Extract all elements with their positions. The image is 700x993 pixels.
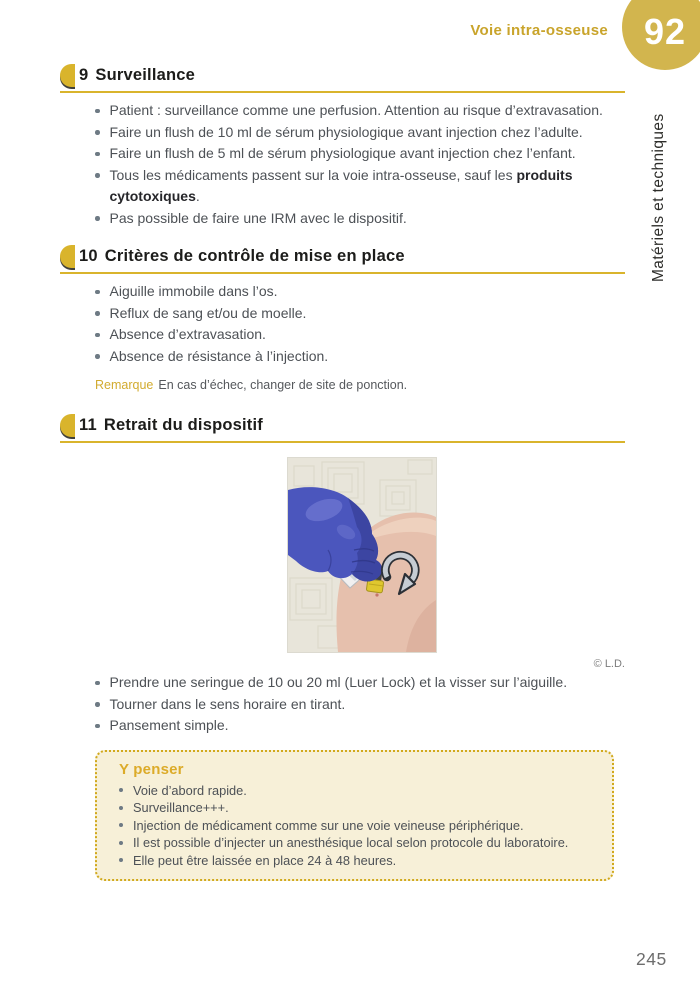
bullet-text-normal: Tous les médicaments passent sur la voie intra-osseuse, sauf les <box>109 166 517 183</box>
list-item <box>95 346 625 368</box>
list-item <box>95 143 625 165</box>
bullet-dot-icon <box>95 130 100 135</box>
bullet-list <box>60 672 625 737</box>
bullet-text: Faire un flush de 10 ml de sérum physiologique avant injection chez l’adulte. <box>109 123 583 140</box>
list-item <box>119 817 592 835</box>
section-title: Critères de contrôle de mise en place <box>104 247 405 265</box>
list-item <box>119 834 592 852</box>
section-criteres <box>60 245 625 394</box>
bullet-dot-icon <box>95 681 100 686</box>
list-item <box>119 852 592 870</box>
bullet-dot-icon <box>95 724 100 729</box>
bullet-dot-icon <box>95 152 100 157</box>
bullet-dot-icon <box>119 806 123 810</box>
section-surveillance <box>60 64 625 229</box>
list-item <box>95 694 625 716</box>
section-marker-icon <box>60 64 75 87</box>
bullet-list <box>60 100 625 229</box>
bullet-text: Voie d’abord rapide. <box>133 782 247 798</box>
bullet-dot-icon <box>95 173 100 178</box>
bullet-dot-icon <box>119 841 123 845</box>
bullet-dot-icon <box>95 290 100 295</box>
bullet-text: Surveillance+++. <box>133 800 229 816</box>
bullet-text-bold: produits cytotoxiques <box>109 166 573 204</box>
list-item <box>95 303 625 325</box>
bullet-text: Il est possible d’injecter un anesthésique local selon protocole du laboratoire. <box>133 835 569 851</box>
bullet-text-normal: . <box>195 188 200 204</box>
bullet-dot-icon <box>95 702 100 707</box>
section-header <box>60 414 625 443</box>
main-content <box>60 0 625 881</box>
think-box-list <box>119 782 592 870</box>
bullet-text: Absence d’extravasation. <box>109 326 266 342</box>
think-box-title: Y penser <box>119 760 184 778</box>
bullet-dot-icon <box>119 823 123 827</box>
list-item <box>95 122 625 144</box>
bullet-dot-icon <box>95 216 100 221</box>
photo-credit: © L.D. <box>593 658 625 670</box>
side-tab-label: Matériels et techniques <box>650 113 667 282</box>
list-item <box>95 715 625 737</box>
bullet-text: Aiguille immobile dans l’os. <box>109 283 278 299</box>
list-item <box>95 100 625 122</box>
bullet-text: Tourner dans le sens horaire en tirant. <box>109 695 346 712</box>
list-item <box>95 208 625 230</box>
section-number: 11 <box>79 416 97 434</box>
page-number: 245 <box>636 949 667 969</box>
section-retrait <box>60 414 625 737</box>
think-box <box>95 750 614 882</box>
section-number: 9 <box>79 66 89 84</box>
bullet-text: Pansement simple. <box>109 717 229 733</box>
remark-text: En cas d’échec, changer de site de ponction. <box>158 378 408 392</box>
list-item <box>95 324 625 346</box>
list-item <box>95 165 625 208</box>
remark <box>95 377 625 394</box>
remark-label: Remarque <box>95 378 154 392</box>
section-header <box>60 245 625 274</box>
bullet-text: Reflux de sang et/ou de moelle. <box>109 304 307 321</box>
bullet-text: Faire un flush de 5 ml de sérum physiologique avant injection chez l’enfant. <box>109 145 576 161</box>
bullet-dot-icon <box>95 311 100 316</box>
figure <box>287 457 435 653</box>
section-title: Surveillance <box>95 66 196 84</box>
section-number: 10 <box>79 247 98 265</box>
list-item <box>119 782 592 800</box>
bullet-text <box>110 165 626 208</box>
bullet-dot-icon <box>119 858 123 862</box>
section-marker-icon <box>60 245 75 268</box>
section-title: Retrait du dispositif <box>103 416 263 434</box>
bullet-dot-icon <box>95 354 100 359</box>
chapter-title: Voie intra-osseuse <box>470 22 608 39</box>
bullet-dot-icon <box>95 109 100 114</box>
section-header <box>60 64 625 93</box>
chapter-number: 92 <box>643 11 687 52</box>
list-item <box>95 281 625 303</box>
bullet-list <box>60 281 625 367</box>
section-marker-icon <box>60 414 75 437</box>
bullet-text: Prendre une seringue de 10 ou 20 ml (Luer Lock) et la visser sur l’aiguille. <box>109 674 568 690</box>
bullet-text: Elle peut être laissée en place 24 à 48 heures. <box>133 852 397 868</box>
bullet-text: Patient : surveillance comme une perfusion. Attention au risque d’extravasation. <box>109 102 603 118</box>
bullet-text: Injection de médicament comme sur une voie veineuse périphérique. <box>133 817 524 833</box>
list-item <box>119 799 592 817</box>
bullet-dot-icon <box>119 788 123 792</box>
bullet-text: Absence de résistance à l’injection. <box>109 347 329 364</box>
procedure-photo <box>287 457 437 653</box>
chapter-number-badge <box>622 0 700 70</box>
bullet-text: Pas possible de faire une IRM avec le dispositif. <box>109 209 407 226</box>
bullet-dot-icon <box>95 333 100 338</box>
list-item <box>95 672 625 694</box>
